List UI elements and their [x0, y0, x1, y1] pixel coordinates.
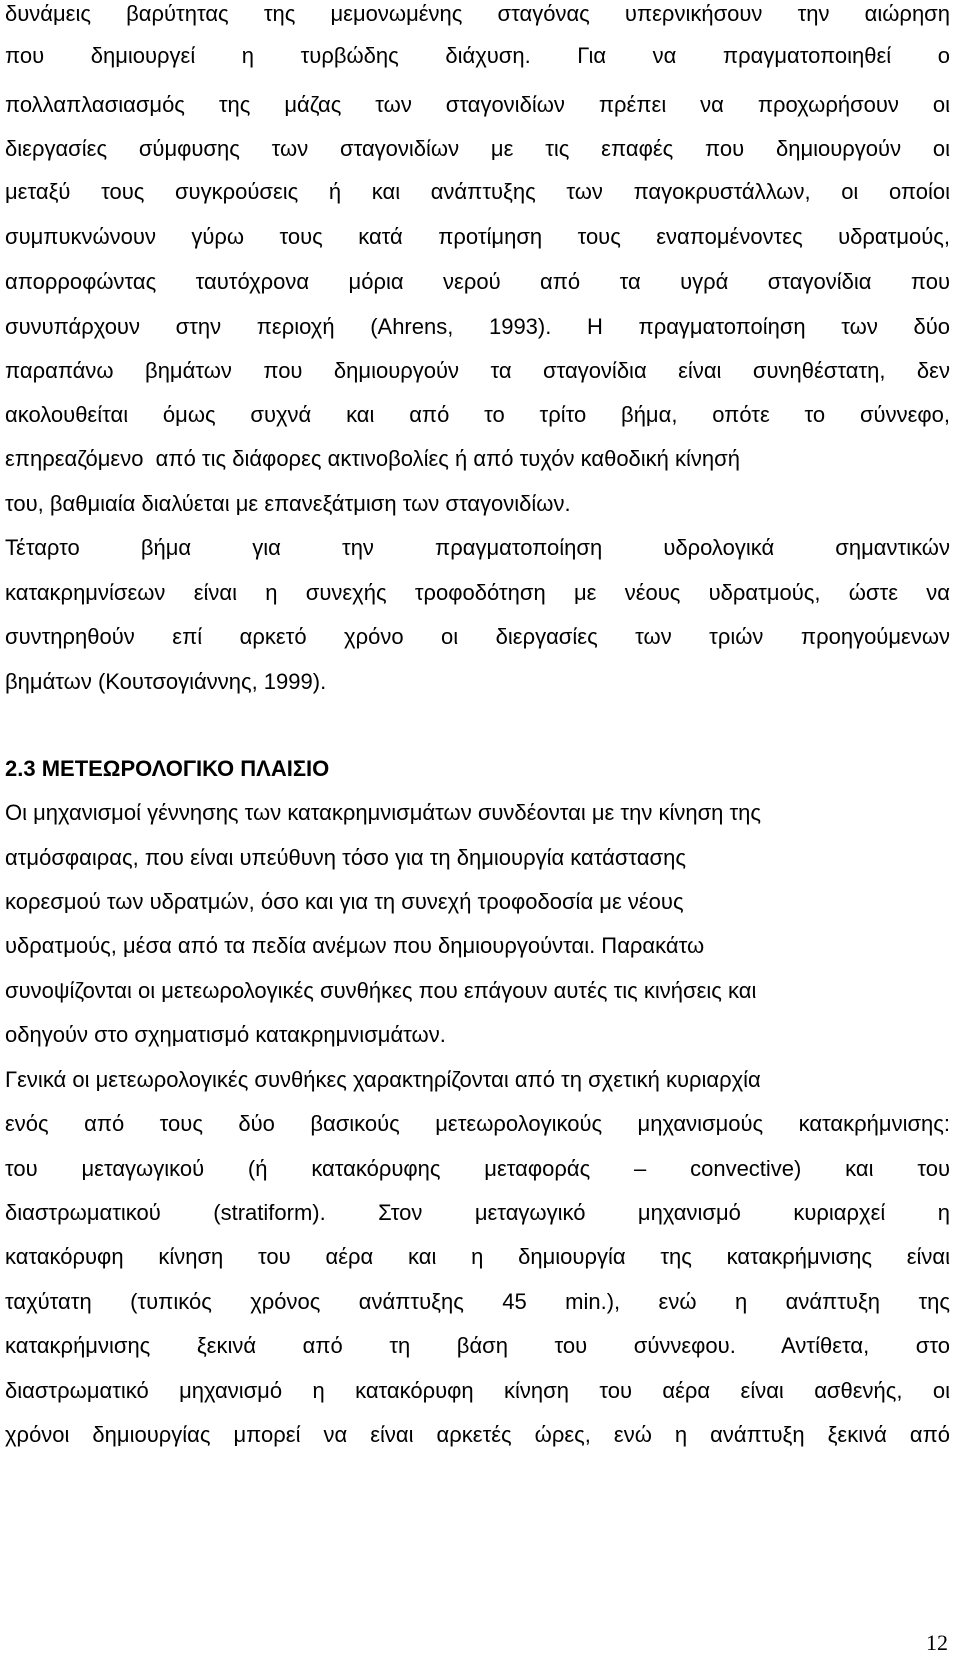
page-number: 12	[926, 1630, 948, 1655]
text-line: ενός από τους δύο βασικούς μετεωρολογικούς μηχανισμούς κατακρήμνισης:	[5, 1111, 950, 1136]
text-line: συνυπάρχουν στην περιοχή (Ahrens, 1993). Η πραγματοποίηση των δύο	[5, 314, 950, 339]
text-line: διεργασίες σύμφυσης των σταγονιδίων με τις επαφές που δημιουργούν οι	[5, 136, 950, 161]
text-line: απορροφώντας ταυτόχρονα μόρια νερού από τα υγρά σταγονίδια που	[5, 269, 950, 294]
text-line: ταχύτατη (τυπικός χρόνος ανάπτυξης 45 min.), ενώ η ανάπτυξη της	[5, 1289, 950, 1314]
text-line: πολλαπλασιασμός της μάζας των σταγονιδίων πρέπει να προχωρήσουν οι	[5, 92, 950, 117]
text-line: κατακόρυφη κίνηση του αέρα και η δημιουργία της κατακρήμνισης είναι	[5, 1244, 950, 1269]
text-line: Οι μηχανισμοί γέννησης των κατακρημνισμάτων συνδέονται με την κίνηση της	[5, 800, 762, 825]
text-line: συνοψίζονται οι μετεωρολογικές συνθήκες που επάγουν αυτές τις κινήσεις και	[5, 978, 757, 1003]
text-line: κατακρημνίσεων είναι η συνεχής τροφοδότηση με νέους υδρατμούς, ώστε να	[5, 580, 950, 605]
text-line: συντηρηθούν επί αρκετό χρόνο οι διεργασίες των τριών προηγούμενων	[5, 624, 950, 649]
text-line: ακολουθείται όμως συχνά και από το τρίτο βήμα, οπότε το σύννεφο,	[5, 402, 950, 427]
text-line: του, βαθμιαία διαλύεται με επανεξάτμιση των σταγονιδίων.	[5, 491, 571, 516]
text-line: διαστρωματικό μηχανισμό η κατακόρυφη κίνηση του αέρα είναι ασθενής, οι	[5, 1378, 950, 1403]
text-line: χρόνοι δημιουργίας μπορεί να είναι αρκετές ώρες, ενώ η ανάπτυξη ξεκινά από	[5, 1422, 950, 1447]
text-line: βημάτων (Κουτσογιάννης, 1999).	[5, 669, 327, 694]
text-line: Τέταρτο βήμα για την πραγματοποίηση υδρολογικά σημαντικών	[5, 535, 950, 560]
text-line: κορεσμού των υδρατμών, όσο και για τη συνεχή τροφοδοσία με νέους	[5, 889, 684, 914]
text-line: ατμόσφαιρας, που είναι υπεύθυνη τόσο για τη δημιουργία κατάστασης	[5, 845, 686, 870]
text-line: που δημιουργεί η τυρβώδης διάχυση. Για να πραγματοποιηθεί ο	[5, 43, 950, 68]
text-line: συμπυκνώνουν γύρω τους κατά προτίμηση τους εναπομένοντες υδρατμούς,	[5, 224, 950, 249]
text-line: παραπάνω βημάτων που δημιουργούν τα σταγονίδια είναι συνηθέστατη, δεν	[5, 358, 950, 383]
section-heading: 2.3 ΜΕΤΕΩΡΟΛΟΓΙΚΟ ΠΛΑΙΣΙΟ	[5, 756, 330, 781]
text-line: υδρατμούς, μέσα από τα πεδία ανέμων που δημιουργούνται. Παρακάτω	[5, 933, 705, 958]
text-line: διαστρωματικού (stratiform). Στον μεταγωγικό μηχανισμό κυριαρχεί η	[5, 1200, 950, 1225]
text-line: επηρεαζόμενο από τις διάφορες ακτινοβολίες ή από τυχόν καθοδική κίνησή	[5, 446, 740, 471]
text-line: του μεταγωγικού (ή κατακόρυφης μεταφοράς – convective) και του	[5, 1156, 950, 1181]
text-line: δυνάμεις βαρύτητας της μεμονωμένης σταγόνας υπερνικήσουν την αιώρηση	[5, 1, 950, 26]
text-line: Γενικά οι μετεωρολογικές συνθήκες χαρακτηρίζονται από τη σχετική κυριαρχία	[5, 1067, 761, 1092]
text-line: κατακρήμνισης ξεκινά από τη βάση του σύννεφου. Αντίθετα, στο	[5, 1333, 950, 1358]
text-line: οδηγούν στο σχηματισμό κατακρημνισμάτων.	[5, 1022, 446, 1047]
text-line: μεταξύ τους συγκρούσεις ή και ανάπτυξης των παγοκρυστάλλων, οι οποίοι	[5, 179, 950, 204]
